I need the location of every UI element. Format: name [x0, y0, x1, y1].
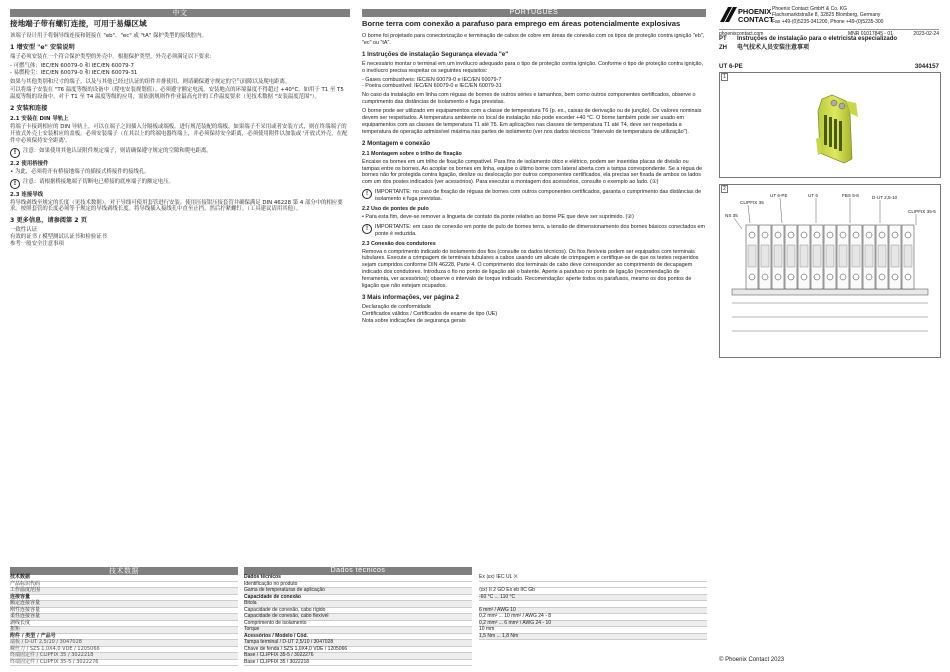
- table-row: ⟨εx⟩ II 2 GD Ex eb IIC Gb: [479, 588, 707, 595]
- diagram-label: UT 6: [808, 193, 818, 198]
- tech-table-zh: [10, 567, 238, 666]
- screw-icon: [840, 232, 846, 238]
- zh-notice-text: 注意：请根据桥接地端子切断电已桥接的底座端子的额定电压。: [23, 178, 174, 185]
- doc-number: MNR 01017845 - 01: [847, 31, 893, 37]
- table-row: Base / CLIPFIX 35-5 / 3022276: [244, 653, 472, 660]
- table-row: Comprimento de isolamento: [244, 621, 472, 628]
- screw-icon: [853, 274, 859, 280]
- zh-s3-list-item: 有效的证书 / 模型测试认证书和检验证书: [10, 234, 107, 241]
- company-line: Fax +49-(0)5235-341200, Phone +49-(0)5235-300: [772, 18, 884, 25]
- pt-s3-list-item: Declaração de conformidade: [362, 303, 431, 310]
- screw-icon: [840, 274, 846, 280]
- tech-pt-rows: [244, 575, 472, 666]
- zh-notice-text: 注意：如果使用其他认证附件规定端子，则请确保遵守规定的空隙和爬电距离。: [23, 147, 212, 154]
- language-row-pt: [719, 36, 897, 44]
- assembly-diagram: [720, 185, 940, 357]
- pt-notice-text: IMPORTANTE: no caso de fixação de réguas de bornes com outros componentes certificados, garanta o cumprimento das distâncias de isolamento e fuga previstas.: [375, 189, 702, 203]
- table-row: 6 mm² / AWG 10: [479, 608, 707, 615]
- terminal-marker: [813, 245, 821, 267]
- screw-icon: [788, 274, 794, 280]
- screw-icon: [866, 274, 872, 280]
- language-text: 电气技术人员安装注意事项: [737, 44, 810, 51]
- terminal-marker: [878, 245, 886, 267]
- figure-1: [719, 72, 941, 178]
- terminal-marker: [839, 245, 847, 267]
- screw-icon: [775, 232, 781, 238]
- zh-s1-list-item: - 可燃气体：IEC/EN 60079-0 和 IEC/EN 60079-7: [10, 62, 134, 69]
- zh-s2-3-text: 将导线剥线至规定的长度（见技术数据）。对于导线可使用套管进行安装。使用压接钳压接套管并确保满足 DIN 46228 第 4 部分中的相应要求。按照套管的长度必须等于规定的导线剥线长度。将导线插入接线孔中直至止挡。然后拧紧螺钉。（工具建议请用其他）。: [10, 199, 343, 213]
- diagram-label: NS 35: [725, 213, 738, 218]
- screw-icon: [814, 232, 820, 238]
- tech-table-pt: [244, 567, 472, 666]
- table-row: Capacidade de conexão, cabo flexível: [244, 614, 472, 621]
- tech-values: [479, 567, 707, 640]
- zh-s2-1-heading: 2.1 安装在 DIN 导轨上: [10, 116, 69, 123]
- pt-s2-2-heading: 2.2 Uso de pontes de pulo: [362, 206, 429, 213]
- pt-s1-text: É necessário montar o terminal em um invólucro adequado para o tipo de proteção contra ignição. Conforme o tipo de proteção contra ignição, o invólucro precisa respeitar os seguintes requisitos:: [362, 60, 704, 74]
- zh-s3-list-item: 一致性认证: [10, 227, 37, 234]
- company-address: [772, 6, 883, 25]
- phoenix-contact-logo: [719, 6, 774, 24]
- pt-s2-1-heading: 2.1 Montagem sobre o trilho de fixação: [362, 150, 462, 157]
- zh-title: 接地端子带有螺钉连接，可用于易爆区域: [10, 19, 147, 28]
- product-name: UT 6-PE: [719, 63, 743, 70]
- zh-column: [10, 9, 350, 250]
- tech-values-rows: [479, 575, 707, 640]
- table-row: 终端固定件 / CLIPFIX 35 / 3022218: [10, 653, 238, 660]
- warning-icon: !: [362, 224, 372, 234]
- zh-s2-3-heading: 2.3 连接导线: [10, 191, 43, 198]
- pt-header: PORTUGUÊS: [362, 9, 706, 17]
- zh-s1-text2: 如果与其他类别和尺寸的端子，以及与其他已经过认证的组件并排使用，则请确保遵守规定的空气间隙以及爬电距离。: [10, 78, 291, 85]
- table-row: Gama de temperaturas de aplicação: [244, 588, 472, 595]
- screw-icon: [879, 232, 885, 238]
- pt-s3-list-item: Certificados válidos / Certificados de exame de tipo (UE): [362, 310, 498, 317]
- table-row: Base / CLIPFIX 35 / 3022218: [244, 660, 472, 667]
- table-row: Dados técnicos: [244, 575, 472, 582]
- table-row: 连接容量: [10, 595, 238, 602]
- pt-s2-1-text: Encaixe os bornes em um trilho de fixação compatível. Para fins de isolamento ótico e elétrico, podem ser inseridas placas de divisão ou tampas entre os bornes. Ao acoplar os bornes em linha, equipe o último borne com lateral aberta com a tampa correspondente. Se a régua de bornes não for protegida contra ligação, deslize ou deslocação por outros componentes certificados, ela precisa ser fixada de ambos os lados com um dos postes indicados (ver acessórios). Para executar a montagem dos acessórios, consulte o exemplo ao lado. (①): [362, 158, 703, 186]
- pt-s2-heading: 2 Montagem e conexão: [362, 139, 431, 147]
- screw-icon: [749, 274, 755, 280]
- table-row: 柔性连接容量: [10, 614, 238, 621]
- pt-s1-list-item: - Gases combustíveis: IEC/EN 60079-0 e IEC/EN 60079-7: [362, 76, 502, 83]
- screw-icon: [801, 232, 807, 238]
- pt-column: [362, 9, 706, 327]
- zh-s1-heading: 1 增安型 "e" 安装说明: [10, 43, 75, 51]
- terminal-marker: [774, 245, 782, 267]
- table-row: 1,5 Nm ... 1,8 Nm: [479, 634, 707, 641]
- terminal-marker: [787, 245, 795, 267]
- terminal-blocks: [746, 225, 914, 289]
- zh-intro: 该端子设计用于将铜导线连接和链接在 "eb"、"ec" 或 "tA" 保护类型的接线腔内。: [10, 32, 207, 39]
- screw-icon: [827, 232, 833, 238]
- pt-s3-list-item: Nota sobre indicações de segurança gerais: [362, 317, 466, 324]
- table-row: Ex ⟨εx⟩ IEC UL ⨉: [479, 575, 707, 582]
- website-link[interactable]: phoenixcontact.com: [719, 31, 764, 37]
- table-row: Torque: [244, 627, 472, 634]
- zh-s3-list-item: 参考一般安全注意事项: [10, 241, 64, 248]
- table-row: 端板 / D-UT 2,5/10 / 3047028: [10, 640, 238, 647]
- table-row: 剥线长度: [10, 621, 238, 628]
- terminal-marker: [748, 245, 756, 267]
- zh-s1-list-item: - 易燃粉尘：IEC/EN 60079-0 和 IEC/EN 60079-31: [10, 69, 138, 76]
- pt-s1-text3: O borne pode ser utilizado em equipamentos com a classe de temperatura T6 (p. ex., caixas de derivação ou de junção). Os valores nominais devem ser respeitados. A temperatura ambiente no local de instalação não pode exceder +40 °C. O borne também pode ser usado em equipamentos com as classes de temperatura T1 até T5. Em aplicações nas classes de temperatura T1 até T4, deve ser respeitada a temperatura de operação admissível máxima nas partes de isolamento (ver nos dados técnicos "Intervalo de temperatura de utilização").: [362, 108, 702, 135]
- terminal-marker: [852, 245, 860, 267]
- table-row: 螺丝刀 / SZS 1,0X4,0 VDE / 1205066: [10, 647, 238, 654]
- terminal-marker: [826, 245, 834, 267]
- warning-icon: !: [10, 148, 20, 158]
- screw-icon: [866, 232, 872, 238]
- table-row: Capacidade de conexão, cabo rígido: [244, 608, 472, 615]
- screw-icon: [762, 232, 768, 238]
- diagram-label: CLIPFIX 35-5: [908, 209, 936, 214]
- terminal-marker: [865, 245, 873, 267]
- diagram-label: UT 6-PE: [770, 193, 788, 198]
- tech-pt-header: Dados técnicos: [244, 567, 472, 575]
- tech-zh-rows: [10, 575, 238, 666]
- terminal-marker: [891, 245, 899, 267]
- table-row: 0,2 mm² ... 6 mm² / AWG 24 - 10: [479, 621, 707, 628]
- language-row-zh: [719, 44, 809, 53]
- language-code: PT: [719, 36, 727, 42]
- terminal-marker: [761, 245, 769, 267]
- screw-icon: [814, 274, 820, 280]
- pt-intro: O borne foi projetado para conectorização e terminação de cabos de cobre em áreas de conexão com os tipos de proteção contra ignição "eb", "ec" ou "tA".: [362, 32, 705, 46]
- figure-number: 2: [723, 186, 726, 192]
- screw-icon: [788, 232, 794, 238]
- screw-icon: [892, 232, 898, 238]
- table-row: 刚性连接容量: [10, 608, 238, 615]
- pt-s1-heading: 1 Instruções de instalação Segurança elevada "e": [362, 50, 509, 58]
- table-row: Chave de fenda / SZS 1,0X4,0 VDE / 1205066: [244, 647, 472, 654]
- terminal-marker: [800, 245, 808, 267]
- pt-s2-2-list: • Para esta fim, deve-se remover a linguetа de contato da ponte relativo ao borne PE que deve ser suprimido. (②): [362, 213, 634, 220]
- language-text: Instruções de instalação para o eletricista especializado: [737, 36, 898, 42]
- pt-title: Borne terra com conexão a parafuso para emprego em áreas potencialmente explosivas: [362, 19, 681, 28]
- copyright-footer: © Phoenix Contact 2023: [719, 657, 785, 663]
- diagram-label: FBS 5-8: [842, 193, 859, 198]
- table-row: 技术数据: [10, 575, 238, 582]
- screw-icon: [827, 274, 833, 280]
- table-row: Acessórios / Modelo / Cód.: [244, 634, 472, 641]
- table-row: 终端固定件 / CLIPFIX 35-5 / 3022276: [10, 660, 238, 667]
- pt-s3-heading: 3 Mais informações, ver página 2: [362, 294, 459, 302]
- table-row: 10 mm: [479, 627, 707, 634]
- company-line: Flachsmarktstraße 8, 32825 Blomberg, Germany: [772, 12, 881, 19]
- warning-icon: !: [10, 179, 20, 189]
- table-row: 附件 / 类型 / 产品号: [10, 634, 238, 641]
- zh-s2-2-heading: 2.2 使用桥接件: [10, 160, 49, 167]
- screw-icon: [749, 232, 755, 238]
- zh-s1-text3: 可以将端子安装在 "T6 温度等级的设备中（爬电安装规划值）。必须遵守额定电流。安装地点的环境温度不得超过 +40°C。如用于 T1 至 T5 温度等级的设备中，对于 T1 至 T4 温度等级的应用，需依据规则作作业最高允许的工作温度要求（见技术数据 "安装温度范围"）。: [10, 87, 344, 101]
- tech-zh-header: 技术数据: [10, 567, 238, 575]
- warning-icon: !: [362, 189, 372, 199]
- language-code: ZH: [719, 45, 727, 51]
- screw-icon: [775, 274, 781, 280]
- zh-header: 中文: [10, 9, 350, 17]
- table-row: Capacidade de conexão: [244, 595, 472, 602]
- table-row: 额定连接容量: [10, 601, 238, 608]
- terminal-marker: [904, 245, 912, 267]
- svg-text:CONTACT: CONTACT: [738, 15, 774, 24]
- table-row: 扭矩: [10, 627, 238, 634]
- zh-notice: [10, 179, 350, 189]
- table-row: Bitola: [244, 601, 472, 608]
- table-row: -60 °C ... 110 °C: [479, 595, 707, 602]
- screw-icon: [905, 274, 911, 280]
- terminal-block-image: [720, 73, 940, 177]
- table-row: 产品标识代码: [10, 582, 238, 589]
- diagram-label: CLIPFIX 35: [740, 200, 764, 205]
- pt-notice: [362, 189, 706, 203]
- screw-icon: [892, 274, 898, 280]
- table-row: Identificação no produto: [244, 582, 472, 589]
- svg-text:PHOENIX: PHOENIX: [738, 7, 772, 16]
- doc-date: 2023-02-24: [913, 31, 939, 37]
- screw-icon: [853, 232, 859, 238]
- figure-2: [719, 184, 941, 358]
- zh-s2-1-text: 将端子卡接到相应的 DIN 导轨上。可以在端子之间插入分隔板或端板。进行规范装配的端板。如果端子不采用或者安装方式，则在终端端子的开放式外壳上安装相应的盖板。必须安装端子（在其以上的终端电器终端上，并必须保持安全距离，必须使用附件以加装或 '开放式外壳，在配件中必须保持安全距离'。: [10, 124, 348, 144]
- zh-notice: [10, 148, 350, 158]
- table-row: 工作温度范围: [10, 588, 238, 595]
- table-row: Tampa terminal / D-UT 2,5/10 / 3047028: [244, 640, 472, 647]
- zh-s2-heading: 2 安装和连接: [10, 105, 48, 113]
- pt-notice: [362, 224, 706, 238]
- article-number: 3044157: [914, 63, 939, 70]
- pt-s2-3-text: Remova o comprimento indicado do isolamento dos fios (consulte os dados técnicos). Os fios flexíveis podem ser equipados com terminais tubulares. Execute a crimpagem de terminais tubulares a cabos usando um alicate de crimpagem e certifique-se de que os testes requeridos sejam cumpridos conforme DIN 46228, Parte 4. O comprimento dos terminais de cabo deve corresponder ao comprimento de decapagem indicado dos condutores. Introduza o fio no ponto de ligação até o batente. Aperte a parafuso no ponto de ligação (recomendação de ferramenta, ver acessórios); observe o intervalo de torque indicado. Recomendação: aperte todos os parafusos, mesmo os dos pontos de ligação que não estejam ocupados.: [362, 248, 699, 290]
- figure-number: 1: [723, 74, 726, 80]
- screw-icon: [905, 232, 911, 238]
- pt-s1-list-item: - Poeira combustível: IEC/EN 60079-0 e IEC/EN 60079-31: [362, 83, 502, 90]
- company-line: Phoenix Contact GmbH & Co. KG: [772, 6, 848, 12]
- table-row: 0,2 mm² ... 10 mm² / AWG 24 - 8: [479, 614, 707, 621]
- screw-icon: [879, 274, 885, 280]
- pt-s1-text2: No caso da instalação em linha com réguas de bornes de outros séries e tamanhos, bem como outros componentes certificados, observe o cumprimento das distâncias de isolamento e fuga previstas.: [362, 92, 696, 106]
- zh-s2-2-list: • 为此，必须将开有桥接地端子的插接式桥接件的接线孔。: [10, 168, 150, 175]
- pt-s2-3-heading: 2.3 Conexão dos condutores: [362, 240, 436, 247]
- zh-s3-heading: 3 更多信息，请参阅第 2 页: [10, 217, 87, 225]
- zh-s1-text: 端子必须安装在一个符合保护类型的外壳中。根据保护类型，外壳必须满足以下要求：: [10, 53, 215, 60]
- screw-icon: [762, 274, 768, 280]
- pt-notice-text: IMPORTANTE: em caso de conexão em ponte de pulo de bornes terra, a tensão de dimensionamento dos bornes básicos conectados em ponte é reduzida.: [375, 223, 706, 237]
- screw-icon: [801, 274, 807, 280]
- diagram-label: D-UT 2,5-10: [872, 195, 898, 200]
